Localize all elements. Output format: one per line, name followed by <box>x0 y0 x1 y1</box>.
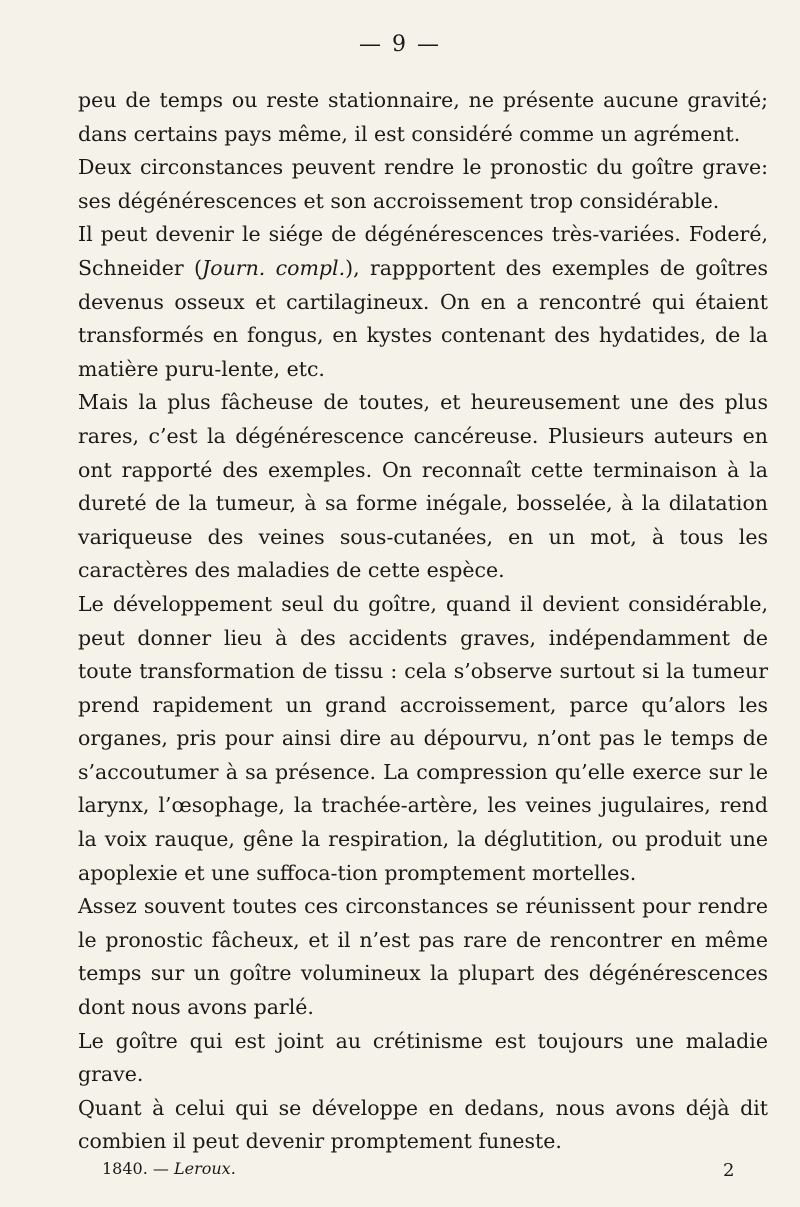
paragraph-4: Mais la plus fâcheuse de toutes, et heureusement une des plus rares, c’est la dégénérescence cancéreuse. Plusieurs auteurs en ont rapporté des exemples. On reconnaît cette terminaison à la dureté de la tumeur, à sa forme inégale, bosselée, à la dilatation variqueuse des veines sous-cutanées, en un mot, à tous les caractères des maladies de cette espèce. <box>78 390 768 583</box>
imprint-publisher: Leroux. <box>173 1159 236 1178</box>
body-text <box>78 84 768 1159</box>
imprint <box>102 1159 236 1178</box>
paragraph-7: Le goître qui est joint au crétinisme est toujours une maladie grave. <box>78 1028 768 1087</box>
paragraph-3-after: ), rappportent des exemples de goîtres devenus osseux et cartilagineux. On en a rencontré qui étaient transformés en fongus, en kystes contenant des hydatides, de la matière puru-lente, etc. <box>78 255 769 381</box>
paragraph-1: peu de temps ou reste stationnaire, ne présente aucune gravité; dans certains pays même, il est considéré comme un agrément. <box>78 88 768 146</box>
paragraph-6: Assez souvent toutes ces circonstances se réunissent pour rendre le pronostic fâcheux, et il n’est pas rare de rencontrer en même temps sur un goître volumineux la plupart des dégénérescences dont nous avons parlé. <box>78 894 768 1020</box>
imprint-year: 1840. <box>102 1159 148 1178</box>
paragraph-2: Deux circonstances peuvent rendre le pronostic du goître grave: ses dégénérescences et son accroissement trop considérable. <box>78 155 768 213</box>
paragraph-5: Le développement seul du goître, quand il devient considérable, peut donner lieu à des accidents graves, indépendamment de toute transformation de tissu : cela s’observe surtout si la tumeur prend rapidement un grand accroissement, parce qu’alors les organes, pris pour ainsi dire au dépourvu, n’ont pas le temps de s’accoutumer à sa présence. La compression qu’elle exerce sur le larynx, l’œsophage, la trachée-artère, les veines jugulaires, rend la voix rauque, gêne la respiration, la déglutition, ou produit une apoplexie et une suffoca-tion promptement mortelles. <box>78 591 768 885</box>
paragraph-3-before: Il peut devenir le siége de dégénérescences très-variées. Foderé, Schneider ( <box>78 222 768 280</box>
paragraph-8: Quant à celui qui se développe en dedans, nous avons déjà dit combien il peut devenir promptement funeste. <box>78 1095 768 1154</box>
journal-citation: Journ. compl. <box>202 255 346 280</box>
signature-mark: 2 <box>723 1160 735 1181</box>
paragraph-3 <box>78 218 768 386</box>
imprint-dash: — <box>147 1159 174 1178</box>
page-number: — 9 — <box>359 32 441 57</box>
